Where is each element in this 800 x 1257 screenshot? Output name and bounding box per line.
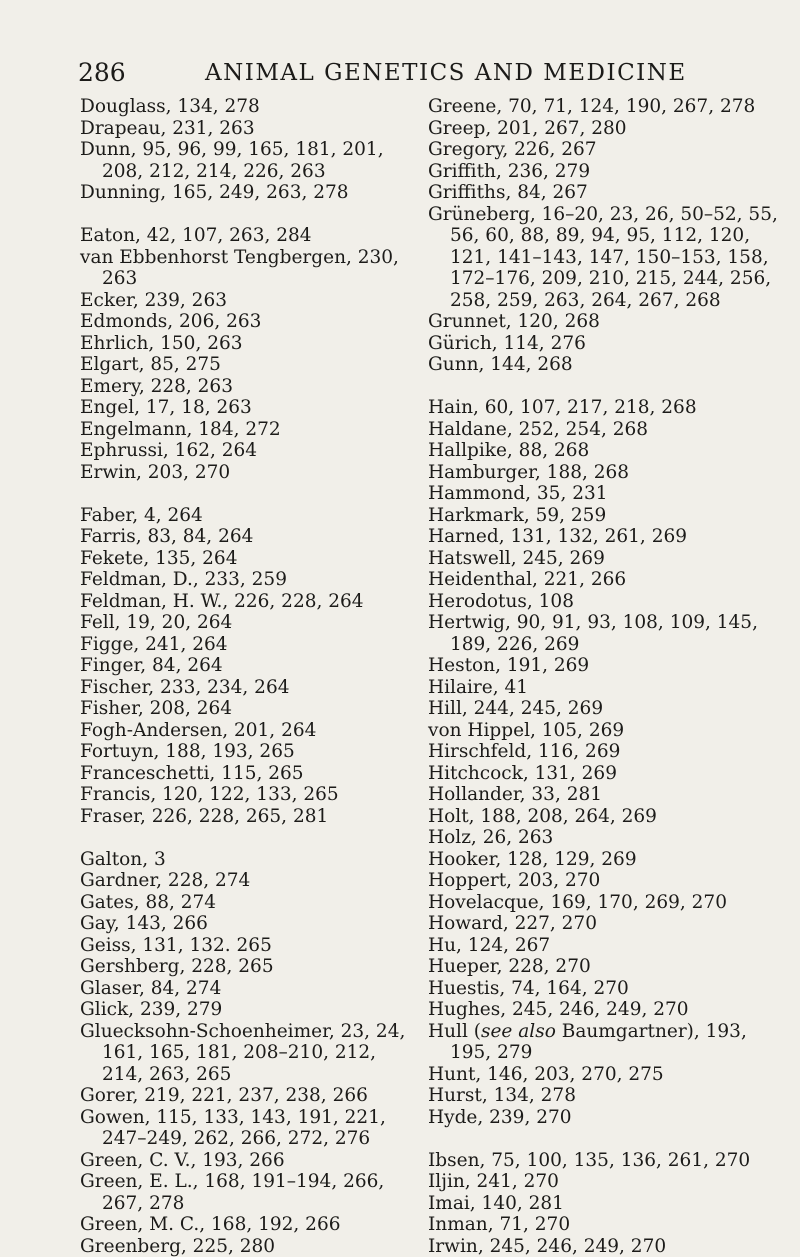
index-entry: Holz, 26, 263: [428, 827, 780, 849]
index-entry: Gates, 88, 274: [80, 892, 420, 914]
index-entry: Dunning, 165, 249, 263, 278: [80, 182, 420, 204]
index-entry: Hitchcock, 131, 269: [428, 763, 780, 785]
index-entry: Irwin, 245, 246, 249, 270: [428, 1236, 780, 1257]
index-entry: Figge, 241, 264: [80, 634, 420, 656]
index-entry: Douglass, 134, 278: [80, 96, 420, 118]
index-entry: Holt, 188, 208, 264, 269: [428, 806, 780, 828]
index-entry: Fischer, 233, 234, 264: [80, 677, 420, 699]
index-entry: Fogh-Andersen, 201, 264: [80, 720, 420, 742]
index-entry: Griffiths, 84, 267: [428, 182, 780, 204]
index-entry: Hu, 124, 267: [428, 935, 780, 957]
index-entry: Engel, 17, 18, 263: [80, 397, 420, 419]
index-entry: Fortuyn, 188, 193, 265: [80, 741, 420, 763]
index-entry: Gay, 143, 266: [80, 913, 420, 935]
index-entry: Ephrussi, 162, 264: [80, 440, 420, 462]
running-head: ANIMAL GENETICS AND MEDICINE: [205, 57, 687, 89]
index-entry-text: Hull (: [428, 1021, 481, 1042]
index-entry: Engelmann, 184, 272: [80, 419, 420, 441]
index-entry: Emery, 228, 263: [80, 376, 420, 398]
index-entry: Fell, 19, 20, 264: [80, 612, 420, 634]
index-entry: Green, E. L., 168, 191–194, 266, 267, 278: [80, 1171, 420, 1214]
index-entry: Gunn, 144, 268: [428, 354, 780, 376]
index-entry: Hollander, 33, 281: [428, 784, 780, 806]
index-entry: Hughes, 245, 246, 249, 270: [428, 999, 780, 1021]
index-entry: Greep, 201, 267, 280: [428, 118, 780, 140]
index-entry: Gluecksohn-Schoenheimer, 23, 24, 161, 165, 181, 208–210, 212, 214, 263, 265: [80, 1021, 420, 1086]
index-entry: Gürich, 114, 276: [428, 333, 780, 355]
index-entry: Geiss, 131, 132. 265: [80, 935, 420, 957]
index-entry: Iljin, 241, 270: [428, 1171, 780, 1193]
index-entry: Hamburger, 188, 268: [428, 462, 780, 484]
index-entry: Feldman, D., 233, 259: [80, 569, 420, 591]
index-entry: Gershberg, 228, 265: [80, 956, 420, 978]
index-entry: Fekete, 135, 264: [80, 548, 420, 570]
index-entry: Feldman, H. W., 226, 228, 264: [80, 591, 420, 613]
index-entry: Ehrlich, 150, 263: [80, 333, 420, 355]
index-entry: Hunt, 146, 203, 270, 275: [428, 1064, 780, 1086]
index-entry: Hilaire, 41: [428, 677, 780, 699]
index-entry: [428, 1021, 780, 1064]
index-entry: Harned, 131, 132, 261, 269: [428, 526, 780, 548]
index-entry: Imai, 140, 281: [428, 1193, 780, 1215]
index-entry: Greene, 70, 71, 124, 190, 267, 278: [428, 96, 780, 118]
index-entry: Farris, 83, 84, 264: [80, 526, 420, 548]
index-entry: Green, M. C., 168, 192, 266: [80, 1214, 420, 1236]
index-entry: Gorer, 219, 221, 237, 238, 266: [80, 1085, 420, 1107]
index-entry: Hoppert, 203, 270: [428, 870, 780, 892]
see-also-reference: see also: [481, 1021, 556, 1042]
index-entry: Hyde, 239, 270: [428, 1107, 780, 1129]
index-entry: Hallpike, 88, 268: [428, 440, 780, 462]
index-column-left: [80, 96, 420, 1257]
index-entry: Faber, 4, 264: [80, 505, 420, 527]
index-entry: Herodotus, 108: [428, 591, 780, 613]
index-entry: Glaser, 84, 274: [80, 978, 420, 1000]
index-entry: Ibsen, 75, 100, 135, 136, 261, 270: [428, 1150, 780, 1172]
index-entry: Hueper, 228, 270: [428, 956, 780, 978]
index-entry: Green, C. V., 193, 266: [80, 1150, 420, 1172]
index-entry: Howard, 227, 270: [428, 913, 780, 935]
index-entry: Griffith, 236, 279: [428, 161, 780, 183]
index-entry: Finger, 84, 264: [80, 655, 420, 677]
index-entry: Heston, 191, 269: [428, 655, 780, 677]
letter-group-gap: [80, 827, 420, 849]
index-entry: Haldane, 252, 254, 268: [428, 419, 780, 441]
index-entry: Gowen, 115, 133, 143, 191, 221, 247–249, 262, 266, 272, 276: [80, 1107, 420, 1150]
index-entry: Ecker, 239, 263: [80, 290, 420, 312]
index-entry-text: Baumgartner), 193, 195, 279: [450, 1021, 747, 1064]
index-entry: Grunnet, 120, 268: [428, 311, 780, 333]
index-entry: Edmonds, 206, 263: [80, 311, 420, 333]
index-column-right: [428, 96, 780, 1257]
index-entry: Fraser, 226, 228, 265, 281: [80, 806, 420, 828]
index-entry: Galton, 3: [80, 849, 420, 871]
index-entry: Eaton, 42, 107, 263, 284: [80, 225, 420, 247]
letter-group-gap: [428, 1128, 780, 1150]
page-number: 286: [78, 57, 126, 89]
index-entry: Gardner, 228, 274: [80, 870, 420, 892]
index-entry: Francis, 120, 122, 133, 265: [80, 784, 420, 806]
index-entry: Hooker, 128, 129, 269: [428, 849, 780, 871]
index-entry: Franceschetti, 115, 265: [80, 763, 420, 785]
index-entry: Inman, 71, 270: [428, 1214, 780, 1236]
index-entry: Harkmark, 59, 259: [428, 505, 780, 527]
index-entry: Hammond, 35, 231: [428, 483, 780, 505]
index-entry: Glick, 239, 279: [80, 999, 420, 1021]
index-entry: Heidenthal, 221, 266: [428, 569, 780, 591]
index-entry: Elgart, 85, 275: [80, 354, 420, 376]
index-entry: Gregory, 226, 267: [428, 139, 780, 161]
letter-group-gap: [80, 483, 420, 505]
index-entry: Hurst, 134, 278: [428, 1085, 780, 1107]
index-entry: von Hippel, 105, 269: [428, 720, 780, 742]
letter-group-gap: [428, 376, 780, 398]
index-entry: van Ebbenhorst Tengbergen, 230, 263: [80, 247, 420, 290]
index-entry: Hertwig, 90, 91, 93, 108, 109, 145, 189, 226, 269: [428, 612, 780, 655]
index-entry: Fisher, 208, 264: [80, 698, 420, 720]
index-entry: Huestis, 74, 164, 270: [428, 978, 780, 1000]
index-entry: Drapeau, 231, 263: [80, 118, 420, 140]
index-entry: Hirschfeld, 116, 269: [428, 741, 780, 763]
index-entry: Hill, 244, 245, 269: [428, 698, 780, 720]
index-entry: Hovelacque, 169, 170, 269, 270: [428, 892, 780, 914]
index-entry: Hain, 60, 107, 217, 218, 268: [428, 397, 780, 419]
index-entry: Greenberg, 225, 280: [80, 1236, 420, 1257]
page-header: [78, 57, 730, 89]
index-entry: Hatswell, 245, 269: [428, 548, 780, 570]
index-entry: Grüneberg, 16–20, 23, 26, 50–52, 55, 56, 60, 88, 89, 94, 95, 112, 120, 121, 141–143, 147, 150–153, 158, 172–176, 209, 210, 215, 244, 256, 258, 259, 263, 264, 267, 268: [428, 204, 780, 312]
letter-group-gap: [80, 204, 420, 226]
index-entry: Erwin, 203, 270: [80, 462, 420, 484]
index-entry: Dunn, 95, 96, 99, 165, 181, 201, 208, 212, 214, 226, 263: [80, 139, 420, 182]
